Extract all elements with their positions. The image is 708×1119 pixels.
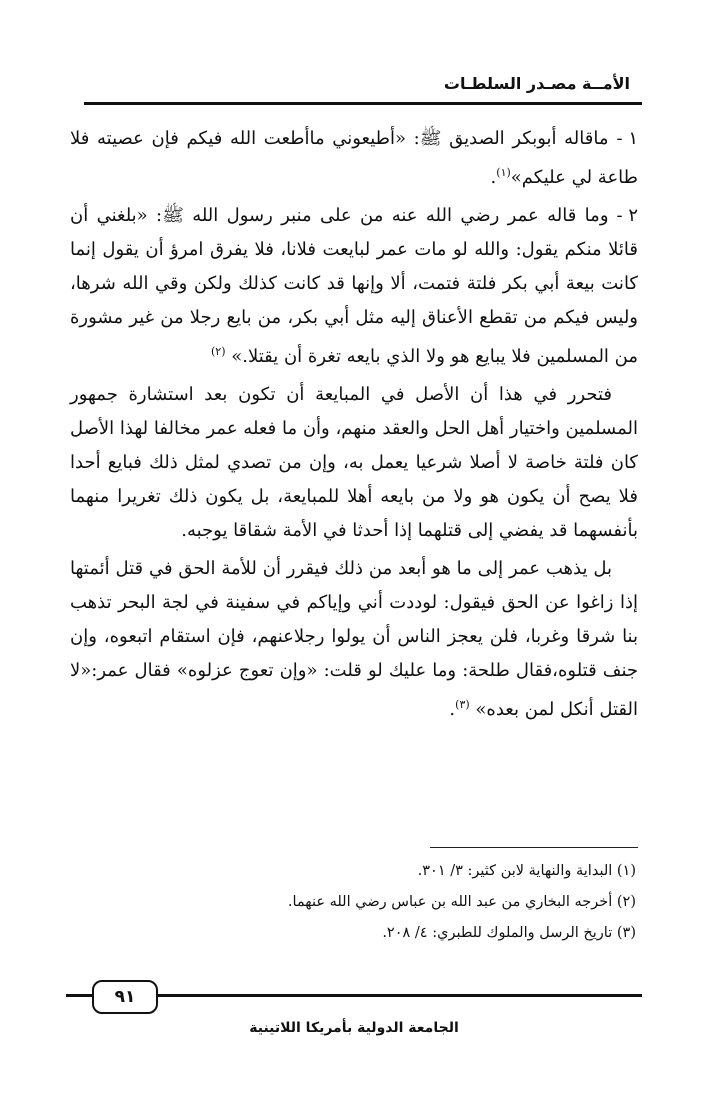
footnote-ref: (٣)	[455, 698, 470, 711]
item-number: ٢ -	[616, 205, 638, 226]
item-text: ماقاله أبوبكر الصديق ﷺ: «أطيعوني ماأطعت الله فيكم فإن عصيته فلا طاعة لي عليكم»	[70, 128, 638, 188]
paragraph: بل يذهب عمر إلى ما هو أبعد من ذلك فيقرر أن للأمة الحق في قتل أئمتها إذا زاغوا عن الحق فيقول: لوددت أني وإياكم في سفينة في لجة البحر تذهب بنا شرقا وغربا، فلن يعجز الناس أن يولوا رجلاعنهم، فإن استقام اتبعوه، وإن جنف قتلوه،فقال طلحة: وما عليك لو قلت: «وإن تعوج عزلوه» فقال عمر:«لا القتل أنكل لمن بعده» $^{(٣)}$.	[70, 558, 638, 720]
paragraph-text: بل يذهب عمر إلى ما هو أبعد من ذلك فيقرر أن للأمة الحق في قتل أئمتها إذا زاغوا عن الحق فيقول: لوددت أني وإياكم في سفينة في لجة البحر تذهب بنا شرقا وغربا، فلن يعجز الناس أن يولوا رجلاعنهم، فإن استقام اتبعوه، وإن جنف قتلوه،فقال طلحة: وما عليك لو قلت: «وإن تعوج عزلوه» فقال عمر:«لا القتل أنكل لمن بعده»	[70, 558, 638, 720]
list-item-1: ١ -ماقاله أبوبكر الصديق ﷺ: «أطيعوني ماأطعت الله فيكم فإن عصيته فلا طاعة لي عليكم»$^{(١)}$.	[70, 122, 638, 195]
footnote-ref: (١)	[496, 166, 511, 179]
item-number: ١ -	[616, 128, 638, 149]
item-text: وما قاله عمر رضي الله عنه من على منبر رسول الله ﷺ: «بلغني أن قائلا منكم يقول: والله لو مات عمر لبايعت فلانا، فلا يفرق امرؤ أن يقول إنما كانت بيعة أبي بكر فلتة فتمت، ألا وإنها قد كانت كذلك ولكن وقي الله شرها، وليس فيكم من تقطع الأعناق إليه مثل أبي بكر، من بايع رجلا من غير مشورة من المسلمين فلا يبايع هو ولا الذي بايعه تغرة أن يقتلا.»	[70, 205, 638, 367]
footnotes	[76, 856, 636, 949]
list-item-2	[70, 199, 638, 374]
main-text	[70, 122, 638, 731]
footnote: (١) البداية والنهاية لابن كثير: ٣/ ٣٠١.	[417, 863, 636, 879]
footnote-separator	[430, 847, 638, 848]
footnote: (٢) أخرجه البخاري من عبد الله بن عباس رضي الله عنهما.	[287, 894, 636, 910]
page-number: ٩١	[92, 980, 158, 1014]
footnote-ref: (٢)	[210, 345, 226, 358]
running-title: الأمــة مصـدر السلطـات	[443, 74, 630, 93]
publisher-name: الجامعة الدولية بأمريكا اللاتينية	[249, 1020, 459, 1036]
paragraph: فتحرر في هذا أن الأصل في المبايعة أن تكون بعد استشارة جمهور المسلمين واختيار أهل الحل والعقد منهم، وأن ما فعله عمر مخالفا لهذا الأصل كان فلتة خاصة لا أصلا شرعيا يعمل به، وإن من تصدي لمثل ذلك فبايع أحدا فلا يصح أن يكون هو ولا من بايعه أهلا للمبايعة، بل يكون ذلك تغريرا منهما بأنفسهما قد يفضي إلى قتلهما إذا أحدثا في الأمة شقاقا يوجبه.	[70, 384, 638, 541]
header-rule	[84, 102, 642, 105]
footnote: (٣) تاريخ الرسل والملوك للطبري: ٤/ ٢٠٨.	[382, 925, 636, 941]
